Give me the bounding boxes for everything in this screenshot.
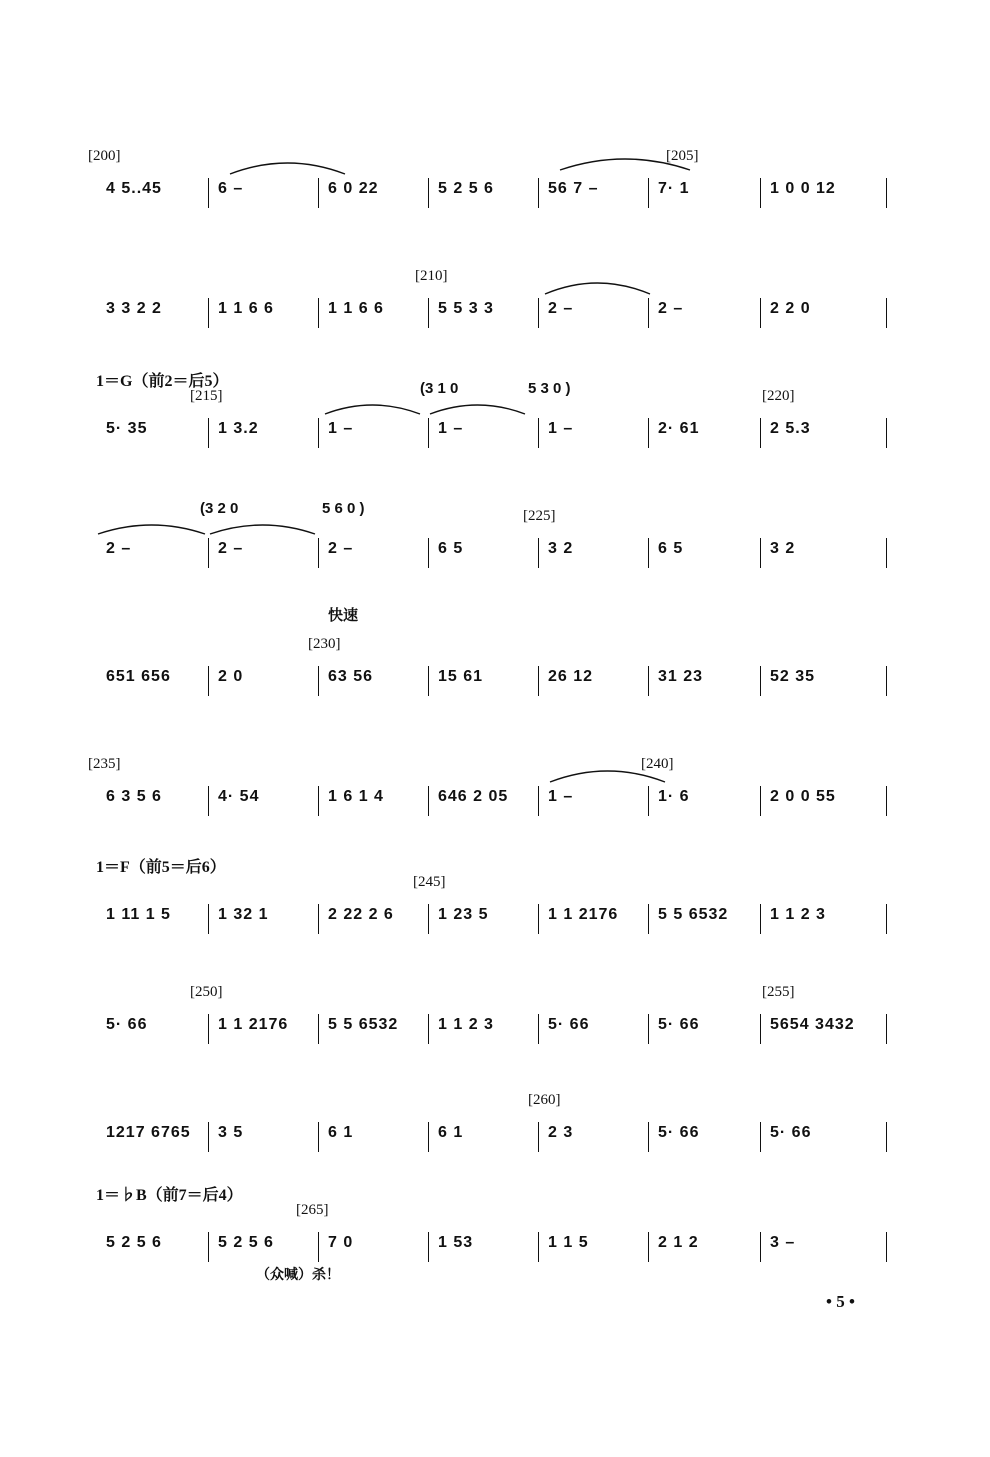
- measure: 1· 6: [658, 788, 690, 805]
- measure-number: [215]: [190, 388, 223, 404]
- bracketed-passage: 5 6 0 ): [322, 500, 365, 517]
- measure: 4 5..45: [106, 180, 162, 197]
- barline: [648, 418, 649, 448]
- tie-slur: [325, 404, 420, 416]
- measure: 5654 3432: [770, 1016, 855, 1033]
- barline: [538, 298, 539, 328]
- barline: [886, 178, 887, 208]
- barline: [538, 1122, 539, 1152]
- barline: [760, 178, 761, 208]
- barline: [886, 538, 887, 568]
- measure: 1 6 1 4: [328, 788, 384, 805]
- measure-number: [205]: [666, 148, 699, 164]
- staff-line: [96, 904, 896, 934]
- barline: [886, 1014, 887, 1044]
- barline: [428, 786, 429, 816]
- measure: 2 –: [328, 540, 354, 557]
- staff-line: [96, 418, 896, 448]
- barline: [538, 904, 539, 934]
- measure: 5 2 5 6: [218, 1234, 274, 1251]
- barline: [760, 1014, 761, 1044]
- measure: 2 2 0: [770, 300, 811, 317]
- barline: [886, 1232, 887, 1262]
- measure-number: [210]: [415, 268, 448, 284]
- barline: [648, 1014, 649, 1044]
- barline: [886, 904, 887, 934]
- measure: 7· 1: [658, 180, 690, 197]
- measure: 1 1 6 6: [218, 300, 274, 317]
- measure: 3 3 2 2: [106, 300, 162, 317]
- barline: [760, 1232, 761, 1262]
- barline: [648, 178, 649, 208]
- measure: 5· 66: [548, 1016, 590, 1033]
- measure: 6 0 22: [328, 180, 379, 197]
- barline: [538, 178, 539, 208]
- measure: 15 61: [438, 668, 484, 685]
- measure-number: [265]: [296, 1202, 329, 1218]
- barline: [208, 1232, 209, 1262]
- staff-line: [96, 178, 896, 208]
- barline: [538, 538, 539, 568]
- barline: [208, 298, 209, 328]
- measure: 6 3 5 6: [106, 788, 162, 805]
- measure: 6 1: [328, 1124, 354, 1141]
- tie-slur: [98, 524, 205, 536]
- barline: [538, 1232, 539, 1262]
- measure-number: [225]: [523, 508, 556, 524]
- barline: [886, 786, 887, 816]
- measure: 2 1 2: [658, 1234, 699, 1251]
- barline: [318, 1122, 319, 1152]
- barline: [208, 786, 209, 816]
- measure: 2 –: [106, 540, 132, 557]
- measure: 1 –: [438, 420, 464, 437]
- barline: [208, 538, 209, 568]
- key-signature: 1＝G（前2＝后5）: [96, 373, 229, 390]
- measure: 1 –: [328, 420, 354, 437]
- barline: [648, 666, 649, 696]
- barline: [208, 904, 209, 934]
- barline: [648, 786, 649, 816]
- barline: [318, 178, 319, 208]
- measure: 1 1 6 6: [328, 300, 384, 317]
- measure: 2 –: [218, 540, 244, 557]
- barline: [886, 666, 887, 696]
- staff-line: [96, 1014, 896, 1044]
- barline: [208, 418, 209, 448]
- measure: 6 –: [218, 180, 244, 197]
- staff-line: [96, 666, 896, 696]
- measure-number: [260]: [528, 1092, 561, 1108]
- staff-line: [96, 298, 896, 328]
- measure: 52 35: [770, 668, 816, 685]
- barline: [538, 1014, 539, 1044]
- measure: 5 5 6532: [658, 906, 729, 923]
- measure: 56 7 –: [548, 180, 599, 197]
- key-signature: 1＝♭B（前7＝后4）: [96, 1187, 243, 1204]
- barline: [760, 666, 761, 696]
- measure: 1 32 1: [218, 906, 269, 923]
- barline: [428, 298, 429, 328]
- measure: 5 2 5 6: [438, 180, 494, 197]
- measure: 31 23: [658, 668, 704, 685]
- barline: [648, 1232, 649, 1262]
- barline: [886, 1122, 887, 1152]
- barline: [318, 418, 319, 448]
- barline: [318, 1014, 319, 1044]
- tie-slur: [230, 162, 345, 176]
- measure: 1 –: [548, 420, 574, 437]
- measure-number: [240]: [641, 756, 674, 772]
- measure: 5· 66: [770, 1124, 812, 1141]
- barline: [428, 904, 429, 934]
- measure: 6 5: [658, 540, 684, 557]
- tie-slur: [545, 282, 650, 296]
- measure-number: [220]: [762, 388, 795, 404]
- barline: [760, 786, 761, 816]
- measure: 1 53: [438, 1234, 474, 1251]
- barline: [760, 418, 761, 448]
- staff-line: [96, 538, 896, 568]
- staff-line: [96, 1122, 896, 1152]
- barline: [760, 904, 761, 934]
- measure: 1 23 5: [438, 906, 489, 923]
- barline: [760, 538, 761, 568]
- tie-slur: [210, 524, 315, 536]
- barline: [318, 666, 319, 696]
- page-number: • 5 •: [826, 1292, 855, 1311]
- staff-line: [96, 786, 896, 816]
- barline: [318, 786, 319, 816]
- barline: [648, 904, 649, 934]
- measure-number: [245]: [413, 874, 446, 890]
- barline: [538, 666, 539, 696]
- barline: [648, 538, 649, 568]
- barline: [318, 538, 319, 568]
- tie-slur: [560, 158, 690, 172]
- measure: 1 3.2: [218, 420, 259, 437]
- bracketed-passage: (3 1 0: [420, 380, 459, 397]
- tie-slur: [550, 770, 665, 784]
- barline: [538, 786, 539, 816]
- barline: [208, 178, 209, 208]
- barline: [428, 1122, 429, 1152]
- measure: 2 3: [548, 1124, 574, 1141]
- measure: 5· 35: [106, 420, 148, 437]
- measure: 1 0 0 12: [770, 180, 836, 197]
- barline: [318, 298, 319, 328]
- barline: [648, 1122, 649, 1152]
- measure: 3 2: [770, 540, 796, 557]
- measure: 2 5.3: [770, 420, 811, 437]
- barline: [428, 538, 429, 568]
- measure: 2 22 2 6: [328, 906, 394, 923]
- measure: 1 1 2 3: [770, 906, 826, 923]
- measure: 1 1 2 3: [438, 1016, 494, 1033]
- measure: 6 1: [438, 1124, 464, 1141]
- measure: 1 1 5: [548, 1234, 589, 1251]
- measure: 2 0 0 55: [770, 788, 836, 805]
- tempo-marking: 快速: [328, 607, 359, 624]
- barline: [428, 666, 429, 696]
- measure: 3 –: [770, 1234, 796, 1251]
- key-signature: 1＝F（前5＝后6）: [96, 859, 226, 876]
- measure: 2 –: [548, 300, 574, 317]
- measure-number: [255]: [762, 984, 795, 1000]
- measure: 3 5: [218, 1124, 244, 1141]
- barline: [428, 418, 429, 448]
- barline: [886, 298, 887, 328]
- measure: 5 5 3 3: [438, 300, 494, 317]
- shout-lyric: （众喊）杀！: [256, 1266, 340, 1282]
- barline: [318, 904, 319, 934]
- bracketed-passage: 5 3 0 ): [528, 380, 571, 397]
- measure: 5· 66: [658, 1016, 700, 1033]
- measure: 2 –: [658, 300, 684, 317]
- measure: 3 2: [548, 540, 574, 557]
- barline: [208, 1014, 209, 1044]
- bracketed-passage: (3 2 0: [200, 500, 239, 517]
- measure: 1217 6765: [106, 1124, 191, 1141]
- measure-number: [250]: [190, 984, 223, 1000]
- measure: 5 2 5 6: [106, 1234, 162, 1251]
- measure-number: [200]: [88, 148, 121, 164]
- tie-slur: [430, 404, 525, 416]
- barline: [886, 418, 887, 448]
- measure: 1 11 1 5: [106, 906, 171, 923]
- measure: 1 1 2176: [218, 1016, 289, 1033]
- barline: [428, 1014, 429, 1044]
- measure-number: [230]: [308, 636, 341, 652]
- measure: 63 56: [328, 668, 374, 685]
- measure: 7 0: [328, 1234, 354, 1251]
- measure: 2 0: [218, 668, 244, 685]
- measure: 646 2 05: [438, 788, 509, 805]
- measure: 5· 66: [658, 1124, 700, 1141]
- measure: 26 12: [548, 668, 594, 685]
- barline: [428, 178, 429, 208]
- barline: [208, 666, 209, 696]
- measure: 651 656: [106, 668, 171, 685]
- barline: [208, 1122, 209, 1152]
- barline: [648, 298, 649, 328]
- barline: [760, 1122, 761, 1152]
- measure: 5· 66: [106, 1016, 148, 1033]
- barline: [538, 418, 539, 448]
- staff-line: [96, 1232, 896, 1262]
- measure: 6 5: [438, 540, 464, 557]
- measure: 1 –: [548, 788, 574, 805]
- measure-number: [235]: [88, 756, 121, 772]
- measure: 4· 54: [218, 788, 260, 805]
- measure: 5 5 6532: [328, 1016, 399, 1033]
- barline: [760, 298, 761, 328]
- barline: [428, 1232, 429, 1262]
- measure: 2· 61: [658, 420, 700, 437]
- measure: 1 1 2176: [548, 906, 619, 923]
- barline: [318, 1232, 319, 1262]
